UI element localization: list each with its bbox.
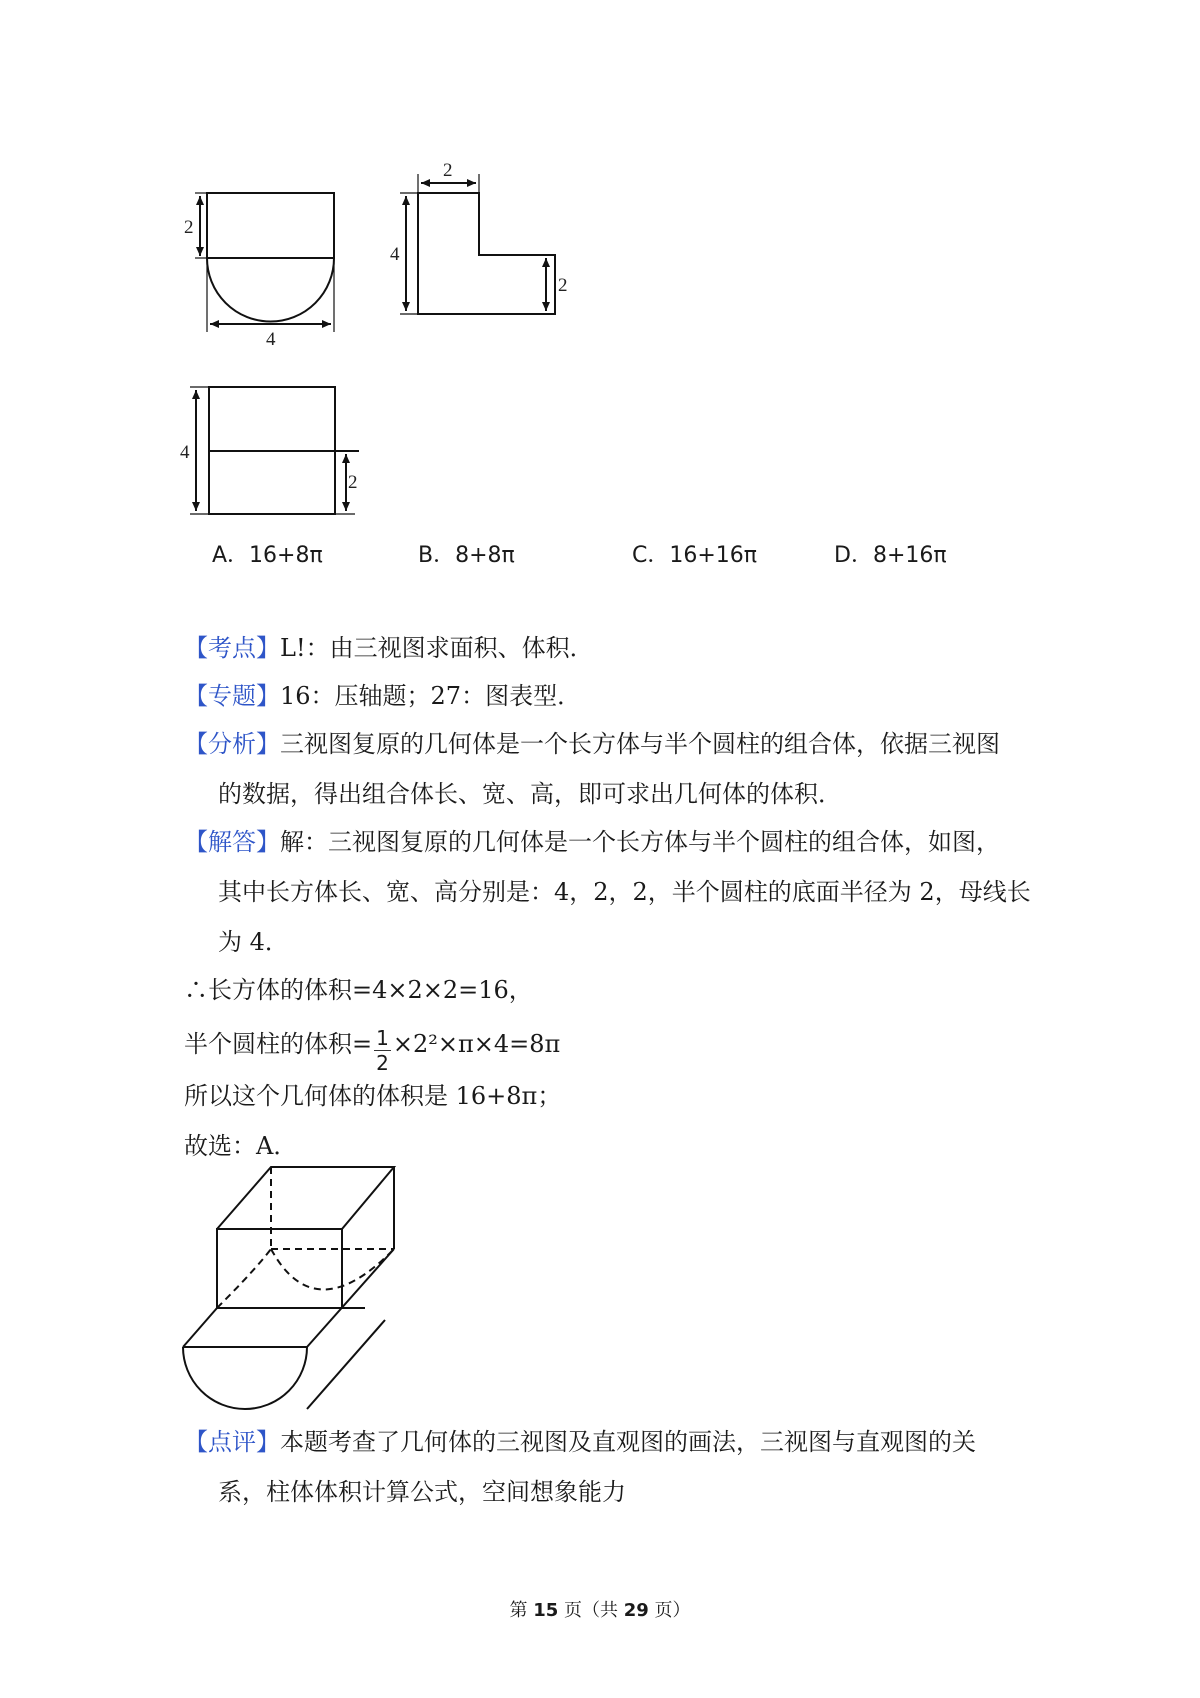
side-top-label: 2 — [443, 160, 453, 181]
calc-line-2-suffix: ×2²×π×4=8π — [392, 1030, 561, 1058]
zhuanti-line — [184, 684, 581, 708]
half-fraction — [374, 1028, 391, 1073]
fenxi-line-1 — [184, 732, 1000, 756]
zhuanti-text: 16：压轴题；27：图表型． — [280, 682, 582, 710]
option-c: C．16+16π — [632, 543, 758, 568]
calc-line-3: 所以这个几何体的体积是 16+8π； — [184, 1082, 562, 1110]
option-b: B．8+8π — [418, 543, 515, 568]
calc-line-4: 故选：A． — [184, 1132, 298, 1160]
jieda-line-1 — [184, 830, 1000, 854]
solid-figure — [175, 1160, 435, 1430]
fenxi-tag: 【分析】 — [184, 730, 280, 758]
kaodian-line — [184, 636, 594, 660]
side-right-label: 2 — [558, 275, 568, 296]
footer-total-pages: 29 — [623, 1600, 649, 1621]
footer-page-number: 15 — [533, 1600, 559, 1621]
top-left-label: 4 — [180, 442, 190, 463]
option-d: D．8+16π — [834, 543, 947, 568]
fenxi-line-2: 的数据，得出组合体长、宽、高，即可求出几何体的体积． — [218, 780, 842, 808]
jieda-text-1: 解：三视图复原的几何体是一个长方体与半个圆柱的组合体，如图， — [280, 828, 1000, 856]
footer-mid: 页（共 — [558, 1600, 624, 1621]
front-height-label: 2 — [184, 217, 194, 238]
top-right-label: 2 — [348, 472, 358, 493]
kaodian-text: L!：由三视图求面积、体积． — [280, 634, 594, 662]
dianping-tag: 【点评】 — [184, 1428, 280, 1456]
fenxi-text-1: 三视图复原的几何体是一个长方体与半个圆柱的组合体，依据三视图 — [280, 730, 1000, 758]
front-view — [195, 193, 334, 332]
dianping-line-2: 系，柱体体积计算公式，空间想象能力 — [218, 1478, 626, 1506]
footer-post: 页） — [648, 1600, 691, 1621]
page-footer — [0, 1596, 1200, 1622]
fraction-denominator: 2 — [376, 1051, 389, 1075]
option-a: A．16+8π — [212, 543, 323, 568]
jieda-tag: 【解答】 — [184, 828, 280, 856]
front-width-label: 4 — [266, 329, 276, 350]
jieda-line-2: 其中长方体长、宽、高分别是：4，2，2，半个圆柱的底面半径为 2，母线长 — [218, 878, 1031, 906]
footer-pre: 第 — [509, 1600, 534, 1621]
calc-line-1: ∴长方体的体积=4×2×2=16， — [184, 976, 533, 1004]
top-view — [190, 387, 359, 514]
side-left-label: 4 — [390, 244, 400, 265]
calc-line-2 — [184, 1028, 560, 1073]
zhuanti-tag: 【专题】 — [184, 682, 280, 710]
dianping-line-1 — [184, 1430, 976, 1454]
jieda-line-3: 为 4． — [218, 928, 289, 956]
three-view-figure — [0, 0, 1200, 540]
kaodian-tag: 【考点】 — [184, 634, 280, 662]
side-view — [400, 174, 555, 314]
dianping-text-1: 本题考查了几何体的三视图及直观图的画法，三视图与直观图的关 — [280, 1428, 976, 1456]
fraction-numerator: 1 — [376, 1026, 389, 1050]
calc-line-2-prefix: 半个圆柱的体积= — [184, 1030, 373, 1058]
